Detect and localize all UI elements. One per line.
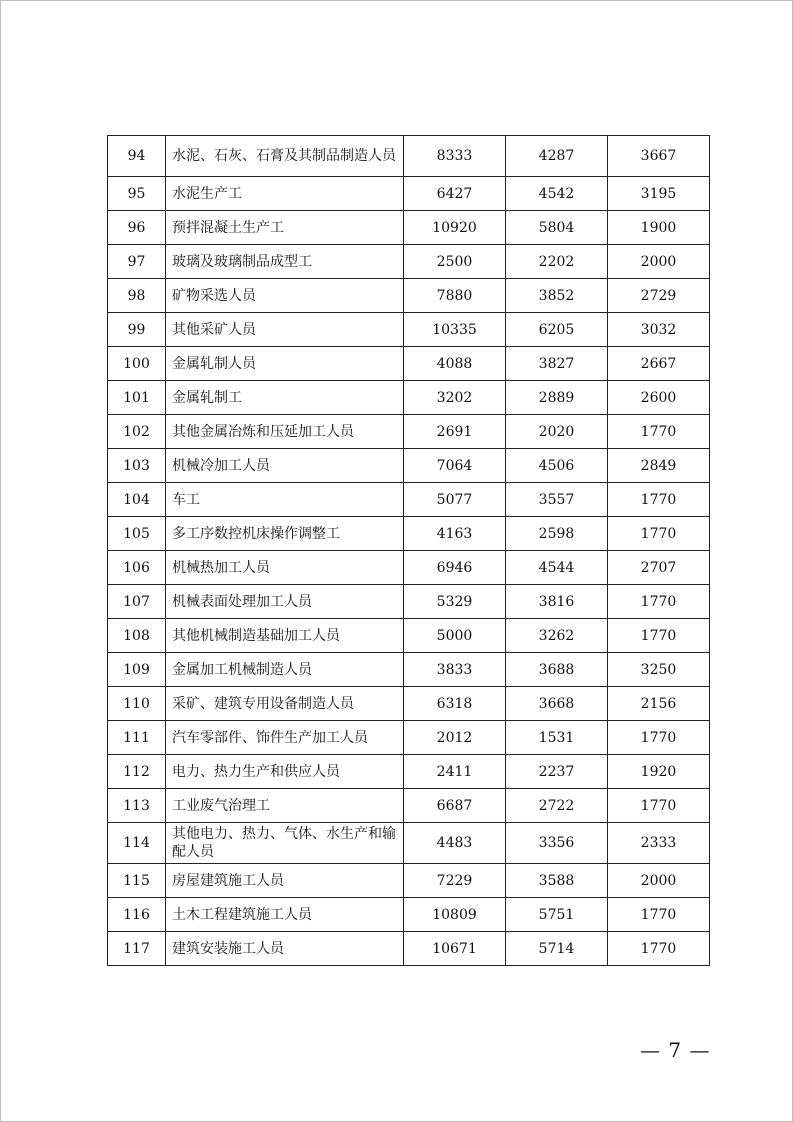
row-number: 105: [108, 517, 166, 551]
row-number: 102: [108, 415, 166, 449]
value-high: 5077: [404, 483, 506, 517]
value-low: 2707: [608, 551, 710, 585]
occupation-name: 机械表面处理加工人员: [166, 585, 404, 619]
occupation-name: 多工序数控机床操作调整工: [166, 517, 404, 551]
value-low: 1920: [608, 755, 710, 789]
value-high: 10920: [404, 211, 506, 245]
value-low: 1770: [608, 721, 710, 755]
row-number: 114: [108, 823, 166, 864]
table-row: [108, 381, 710, 415]
occupation-name: 机械热加工人员: [166, 551, 404, 585]
value-high: 6687: [404, 789, 506, 823]
occupation-name: 玻璃及玻璃制品成型工: [166, 245, 404, 279]
occupation-name: 其他金属冶炼和压延加工人员: [166, 415, 404, 449]
value-low: 2849: [608, 449, 710, 483]
value-high: 3833: [404, 653, 506, 687]
value-low: 1900: [608, 211, 710, 245]
value-mid: 2598: [506, 517, 608, 551]
table-row: [108, 483, 710, 517]
value-mid: 2202: [506, 245, 608, 279]
value-mid: 5751: [506, 898, 608, 932]
row-number: 116: [108, 898, 166, 932]
table-row: [108, 313, 710, 347]
value-mid: 5804: [506, 211, 608, 245]
row-number: 111: [108, 721, 166, 755]
value-mid: 6205: [506, 313, 608, 347]
occupation-name: 土木工程建筑施工人员: [166, 898, 404, 932]
table-row: [108, 755, 710, 789]
value-low: 2333: [608, 823, 710, 864]
value-mid: 4544: [506, 551, 608, 585]
value-high: 6318: [404, 687, 506, 721]
value-high: 2012: [404, 721, 506, 755]
occupation-name: 预拌混凝土生产工: [166, 211, 404, 245]
value-mid: 2722: [506, 789, 608, 823]
table-row: [108, 551, 710, 585]
value-mid: 3588: [506, 864, 608, 898]
value-low: 3667: [608, 136, 710, 177]
value-mid: 5714: [506, 932, 608, 966]
value-low: 2600: [608, 381, 710, 415]
row-number: 96: [108, 211, 166, 245]
value-low: 1770: [608, 619, 710, 653]
value-low: 1770: [608, 483, 710, 517]
row-number: 117: [108, 932, 166, 966]
value-mid: 3688: [506, 653, 608, 687]
value-high: 7064: [404, 449, 506, 483]
table-row: [108, 585, 710, 619]
row-number: 97: [108, 245, 166, 279]
value-high: 2411: [404, 755, 506, 789]
table-row: [108, 789, 710, 823]
table-row: [108, 721, 710, 755]
value-low: 1770: [608, 517, 710, 551]
value-mid: 3356: [506, 823, 608, 864]
table-row: [108, 415, 710, 449]
occupation-name: 采矿、建筑专用设备制造人员: [166, 687, 404, 721]
row-number: 95: [108, 177, 166, 211]
row-number: 108: [108, 619, 166, 653]
table-row: [108, 864, 710, 898]
value-high: 4163: [404, 517, 506, 551]
value-high: 4088: [404, 347, 506, 381]
occupation-name: 水泥生产工: [166, 177, 404, 211]
value-low: 3195: [608, 177, 710, 211]
occupation-name: 电力、热力生产和供应人员: [166, 755, 404, 789]
value-mid: 3827: [506, 347, 608, 381]
value-high: 10671: [404, 932, 506, 966]
value-high: 6427: [404, 177, 506, 211]
occupation-name: 金属轧制人员: [166, 347, 404, 381]
value-high: 2500: [404, 245, 506, 279]
value-mid: 1531: [506, 721, 608, 755]
row-number: 109: [108, 653, 166, 687]
table-row: [108, 347, 710, 381]
value-high: 4483: [404, 823, 506, 864]
occupation-name: 房屋建筑施工人员: [166, 864, 404, 898]
value-low: 1770: [608, 585, 710, 619]
occupation-name: 机械冷加工人员: [166, 449, 404, 483]
occupation-name: 汽车零部件、饰件生产加工人员: [166, 721, 404, 755]
occupation-name: 车工: [166, 483, 404, 517]
row-number: 100: [108, 347, 166, 381]
row-number: 112: [108, 755, 166, 789]
row-number: 115: [108, 864, 166, 898]
table-row: [108, 177, 710, 211]
page-number: — 7 —: [640, 1038, 711, 1062]
value-low: 1770: [608, 415, 710, 449]
value-high: 6946: [404, 551, 506, 585]
value-high: 2691: [404, 415, 506, 449]
table-row: [108, 517, 710, 551]
row-number: 104: [108, 483, 166, 517]
value-mid: 2020: [506, 415, 608, 449]
occupation-name: 建筑安装施工人员: [166, 932, 404, 966]
occupation-name: 金属轧制工: [166, 381, 404, 415]
value-low: 2667: [608, 347, 710, 381]
value-mid: 3852: [506, 279, 608, 313]
row-number: 94: [108, 136, 166, 177]
table-row: [108, 245, 710, 279]
wage-table: [107, 135, 710, 966]
table-row: [108, 279, 710, 313]
occupation-name: 其他电力、热力、气体、水生产和输配人员: [166, 823, 404, 864]
value-low: 3250: [608, 653, 710, 687]
value-high: 5000: [404, 619, 506, 653]
value-high: 5329: [404, 585, 506, 619]
value-mid: 3816: [506, 585, 608, 619]
value-low: 1770: [608, 789, 710, 823]
table-row: [108, 898, 710, 932]
row-number: 101: [108, 381, 166, 415]
row-number: 113: [108, 789, 166, 823]
value-high: 10809: [404, 898, 506, 932]
value-high: 10335: [404, 313, 506, 347]
occupation-name: 金属加工机械制造人员: [166, 653, 404, 687]
table-row: [108, 136, 710, 177]
value-high: 7229: [404, 864, 506, 898]
row-number: 99: [108, 313, 166, 347]
value-low: 2156: [608, 687, 710, 721]
row-number: 107: [108, 585, 166, 619]
value-high: 3202: [404, 381, 506, 415]
value-low: 1770: [608, 932, 710, 966]
occupation-name: 水泥、石灰、石膏及其制品制造人员: [166, 136, 404, 177]
value-low: 2000: [608, 864, 710, 898]
occupation-name: 其他采矿人员: [166, 313, 404, 347]
row-number: 103: [108, 449, 166, 483]
table-row: [108, 687, 710, 721]
table-row: [108, 823, 710, 864]
value-mid: 2889: [506, 381, 608, 415]
value-low: 2000: [608, 245, 710, 279]
value-mid: 3668: [506, 687, 608, 721]
occupation-name: 矿物采选人员: [166, 279, 404, 313]
value-mid: 4506: [506, 449, 608, 483]
row-number: 110: [108, 687, 166, 721]
occupation-name: 工业废气治理工: [166, 789, 404, 823]
table-row: [108, 932, 710, 966]
value-mid: 3262: [506, 619, 608, 653]
row-number: 106: [108, 551, 166, 585]
value-high: 8333: [404, 136, 506, 177]
value-low: 2729: [608, 279, 710, 313]
table-row: [108, 211, 710, 245]
table-row: [108, 449, 710, 483]
value-mid: 4542: [506, 177, 608, 211]
table-row: [108, 619, 710, 653]
occupation-name: 其他机械制造基础加工人员: [166, 619, 404, 653]
table-row: [108, 653, 710, 687]
value-mid: 3557: [506, 483, 608, 517]
value-mid: 4287: [506, 136, 608, 177]
value-high: 7880: [404, 279, 506, 313]
row-number: 98: [108, 279, 166, 313]
value-mid: 2237: [506, 755, 608, 789]
value-low: 1770: [608, 898, 710, 932]
value-low: 3032: [608, 313, 710, 347]
